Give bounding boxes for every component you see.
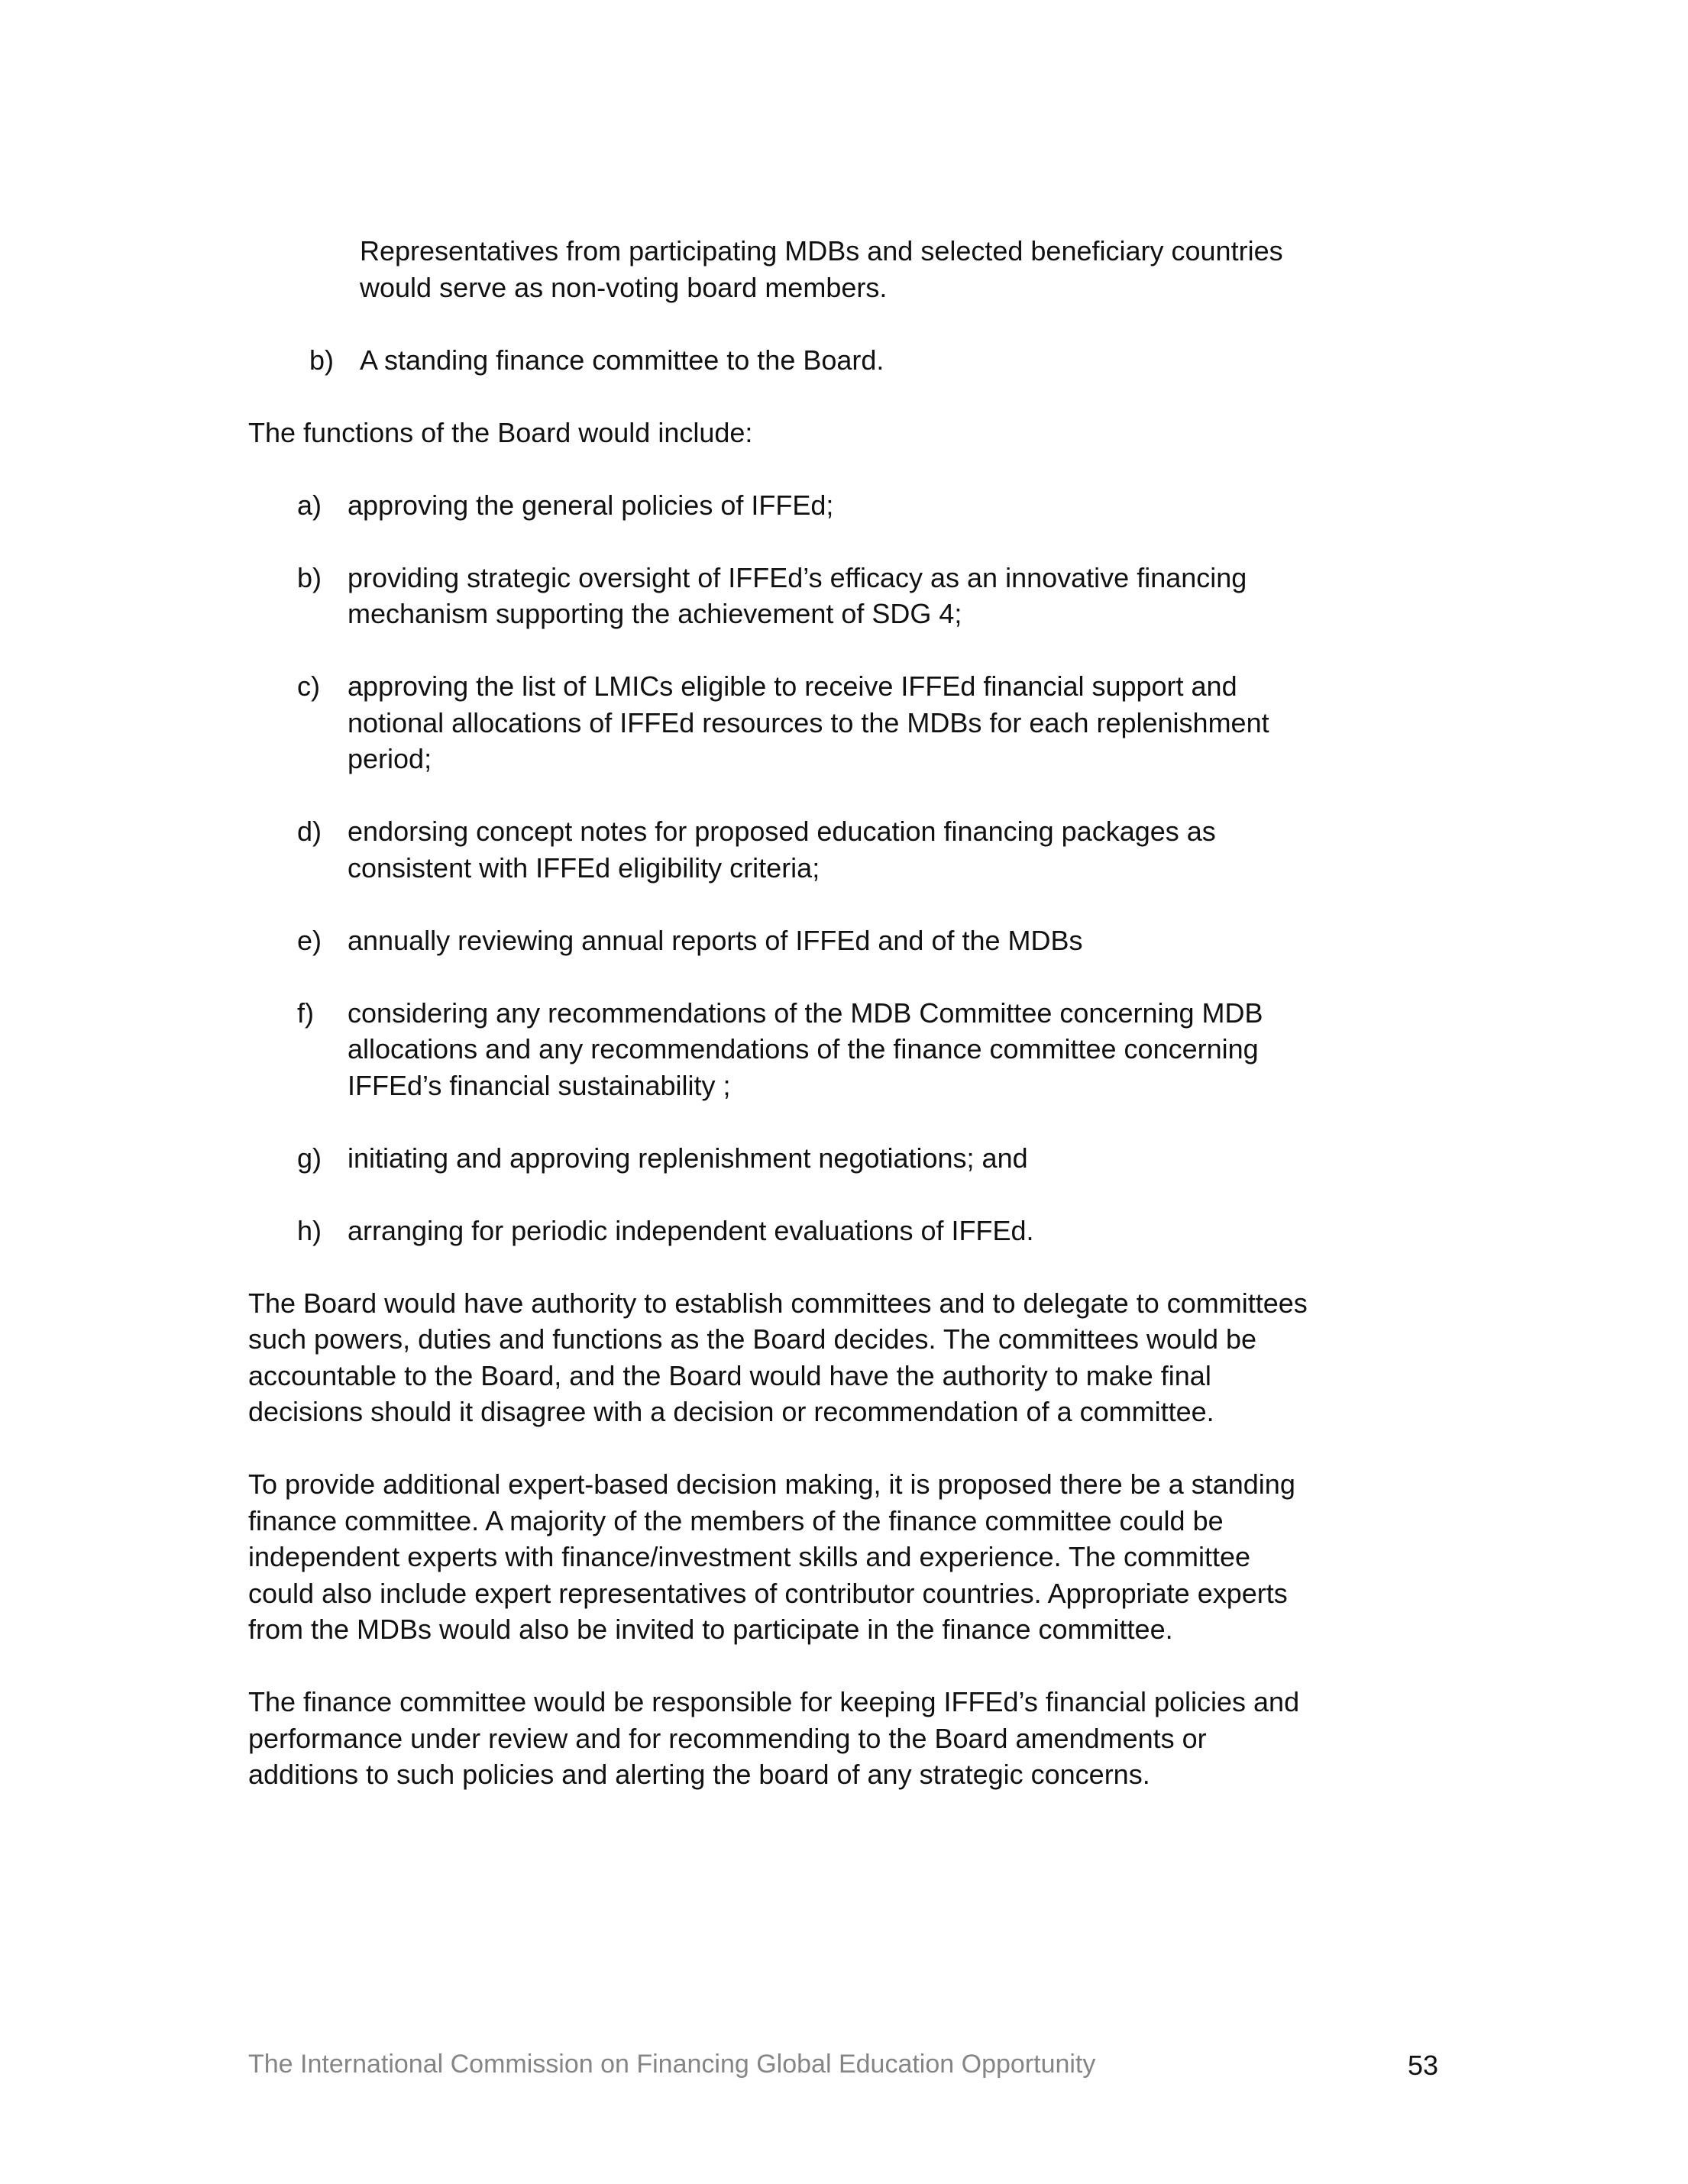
list-label: h) xyxy=(297,1214,322,1246)
list-item xyxy=(248,487,1470,524)
list-label: c) xyxy=(297,670,320,702)
list-label: b) xyxy=(297,561,322,593)
text-line: notional allocations of IFFEd resources to the MDBs for each replenishment xyxy=(348,706,1269,738)
functions-heading: The functions of the Board would include: xyxy=(248,416,753,448)
text-line: decisions should it disagree with a decision or recommendation of a committee. xyxy=(248,1396,1214,1427)
text-line: providing strategic oversight of IFFEd’s efficacy as an innovative financing xyxy=(348,561,1247,593)
list-label: g) xyxy=(297,1142,322,1174)
page-body xyxy=(248,233,1470,1829)
text-line: performance under review and for recommending to the Board amendments or xyxy=(248,1722,1207,1754)
text-line: mechanism supporting the achievement of SDG 4; xyxy=(348,598,962,629)
text-line: arranging for periodic independent evaluations of IFFEd. xyxy=(348,1214,1034,1246)
text-line: accountable to the Board, and the Board would have the authority to make final xyxy=(248,1359,1211,1391)
paragraph xyxy=(248,1466,1470,1648)
text-line: The finance committee would be responsible for keeping IFFEd’s financial policies and xyxy=(248,1686,1300,1717)
text-line: Representatives from participating MDBs and selected beneficiary countries xyxy=(360,235,1283,267)
text-line: approving the general policies of IFFEd; xyxy=(348,489,834,521)
intro-paragraph xyxy=(248,233,1470,305)
list-item xyxy=(248,668,1470,777)
text-line: additions to such policies and alerting the board of any strategic concerns. xyxy=(248,1759,1150,1790)
list-label: d) xyxy=(297,816,322,847)
functions-list xyxy=(248,487,1470,1249)
text-line: approving the list of LMICs eligible to receive IFFEd financial support and xyxy=(348,670,1237,702)
text-line: allocations and any recommendations of the finance committee concerning xyxy=(348,1033,1259,1065)
paragraphs xyxy=(248,1285,1470,1793)
text-line: from the MDBs would also be invited to participate in the finance committee. xyxy=(248,1614,1173,1645)
page-number: 53 xyxy=(1408,2050,1439,2081)
sub-item-b xyxy=(248,342,1470,379)
text-line: endorsing concept notes for proposed education financing packages as xyxy=(348,816,1216,847)
text-line: consistent with IFFEd eligibility criteria; xyxy=(348,851,820,884)
text-line: would serve as non-voting board members. xyxy=(360,271,888,303)
list-label: f) xyxy=(297,997,314,1029)
list-item xyxy=(248,995,1470,1104)
text-line: The Board would have authority to establish committees and to delegate to committees xyxy=(248,1287,1308,1319)
text-line: considering any recommendations of the MDB Committee concerning MDB xyxy=(348,997,1263,1029)
text-line: period; xyxy=(348,743,432,774)
list-item xyxy=(248,560,1470,632)
text-line: A standing finance committee to the Board. xyxy=(360,344,884,376)
text-line: could also include expert representatives of contributor countries. Appropriate experts xyxy=(248,1577,1288,1609)
footer-title: The International Commission on Financing Global Education Opportunity xyxy=(248,2050,1096,2079)
text-line: To provide additional expert-based decision making, it is proposed there be a standing xyxy=(248,1468,1295,1500)
text-line: IFFEd’s financial sustainability ; xyxy=(348,1069,731,1101)
text-line: such powers, duties and functions as the Board decides. The committees would be xyxy=(248,1323,1257,1355)
list-label: a) xyxy=(297,489,322,521)
text-line: finance committee. A majority of the members of the finance committee could be xyxy=(248,1504,1224,1536)
list-item xyxy=(248,813,1470,886)
list-label: e) xyxy=(297,924,322,956)
list-item xyxy=(248,1213,1470,1249)
text-line: initiating and approving replenishment negotiations; and xyxy=(348,1142,1028,1174)
text-line: annually reviewing annual reports of IFFEd and of the MDBs xyxy=(348,924,1083,956)
list-item xyxy=(248,922,1470,959)
text-line: independent experts with finance/investment skills and experience. The committee xyxy=(248,1541,1251,1572)
list-item xyxy=(248,1140,1470,1177)
paragraph xyxy=(248,1285,1470,1430)
list-label: b) xyxy=(309,344,335,376)
paragraph xyxy=(248,1684,1470,1793)
